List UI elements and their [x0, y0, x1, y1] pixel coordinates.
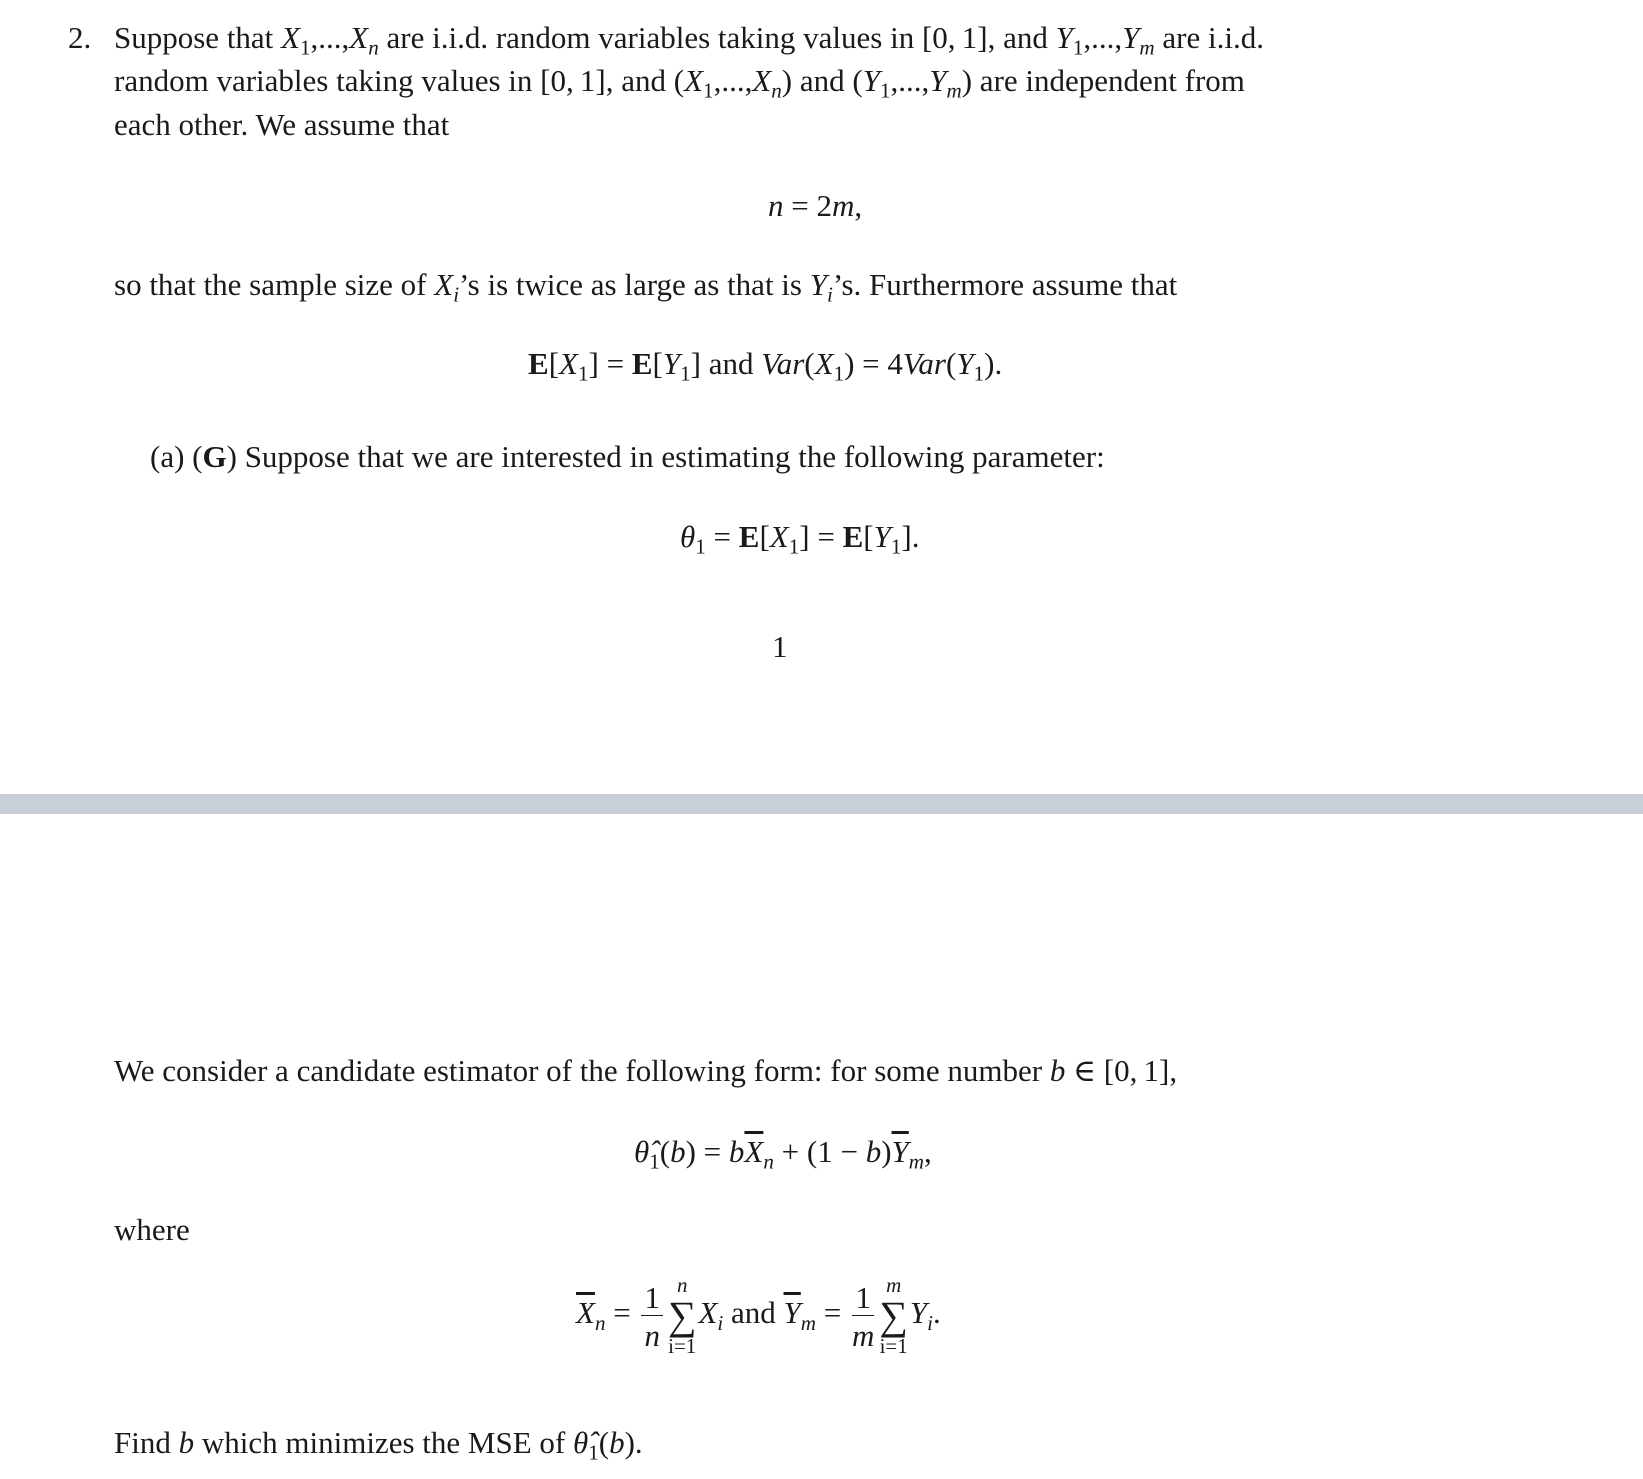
intro-line-2: random variables taking values in [0, 1], and $(X_1,...,X_n)$ and $(Y_1,...,Y_m)$ are independent from — [114, 63, 1245, 103]
page-number: 1 — [772, 629, 788, 664]
equation-assumption: $E[X_1] = E[Y_1]$ and $Var(X_1) = 4Var(Y_1)$. — [528, 346, 1003, 386]
fraction-1-over-n: $\frac{1}{n}$ — [641, 1282, 663, 1351]
part-a-label: (a) — [150, 439, 185, 474]
equation-n-2m: n = 2m, — [768, 188, 863, 223]
where-label: where — [114, 1212, 190, 1247]
intro-line-1: Suppose that $X_1,...,X_n$ are i.i.d. random variables taking values in [0, 1], and $Y_1,...,Y_m$ are i.i.d. — [114, 20, 1264, 60]
equation-estimator: $\thetâ_1(b) = b\overline{X}_n + (1 - b)\overline{Y}_m$, — [634, 1134, 932, 1174]
sum-operator-n: n ∑ i=1 — [667, 1273, 697, 1358]
fraction-1-over-m: $\frac{1}{m}$ — [852, 1279, 875, 1353]
candidate-line: We consider a candidate estimator of the following form: for some number b ∈ [0, 1], — [114, 1053, 1178, 1088]
equation-means: $\overline{X}_n$ = $\frac{1}{n}$ n ∑ i=1 $X_i$ and $\overline{Y}_m$ = $\frac{1}{m}$ m ∑ i=1 $Y_i$. — [576, 1273, 941, 1358]
part-a-line: (a) (G) Suppose that we are interested in estimating the following parameter: — [150, 439, 1105, 474]
sample-size-line: so that the sample size of $X_i’s$ is twice as large as that is $Y_i’s$. Furthermore assume that — [114, 267, 1178, 307]
page-divider — [0, 794, 1643, 814]
equation-theta: $\theta_1 = E[X_1] = E[Y_1]$. — [680, 519, 920, 559]
problem-number: 2. — [68, 20, 92, 55]
intro-line-3: each other. We assume that — [114, 107, 450, 142]
sum-operator-m: m ∑ i=1 — [879, 1273, 908, 1358]
part-a-text: Suppose that we are interested in estimating the following parameter: — [244, 439, 1105, 474]
find-line: Find b which minimizes the MSE of $\thetâ_1(b)$. — [114, 1425, 643, 1465]
